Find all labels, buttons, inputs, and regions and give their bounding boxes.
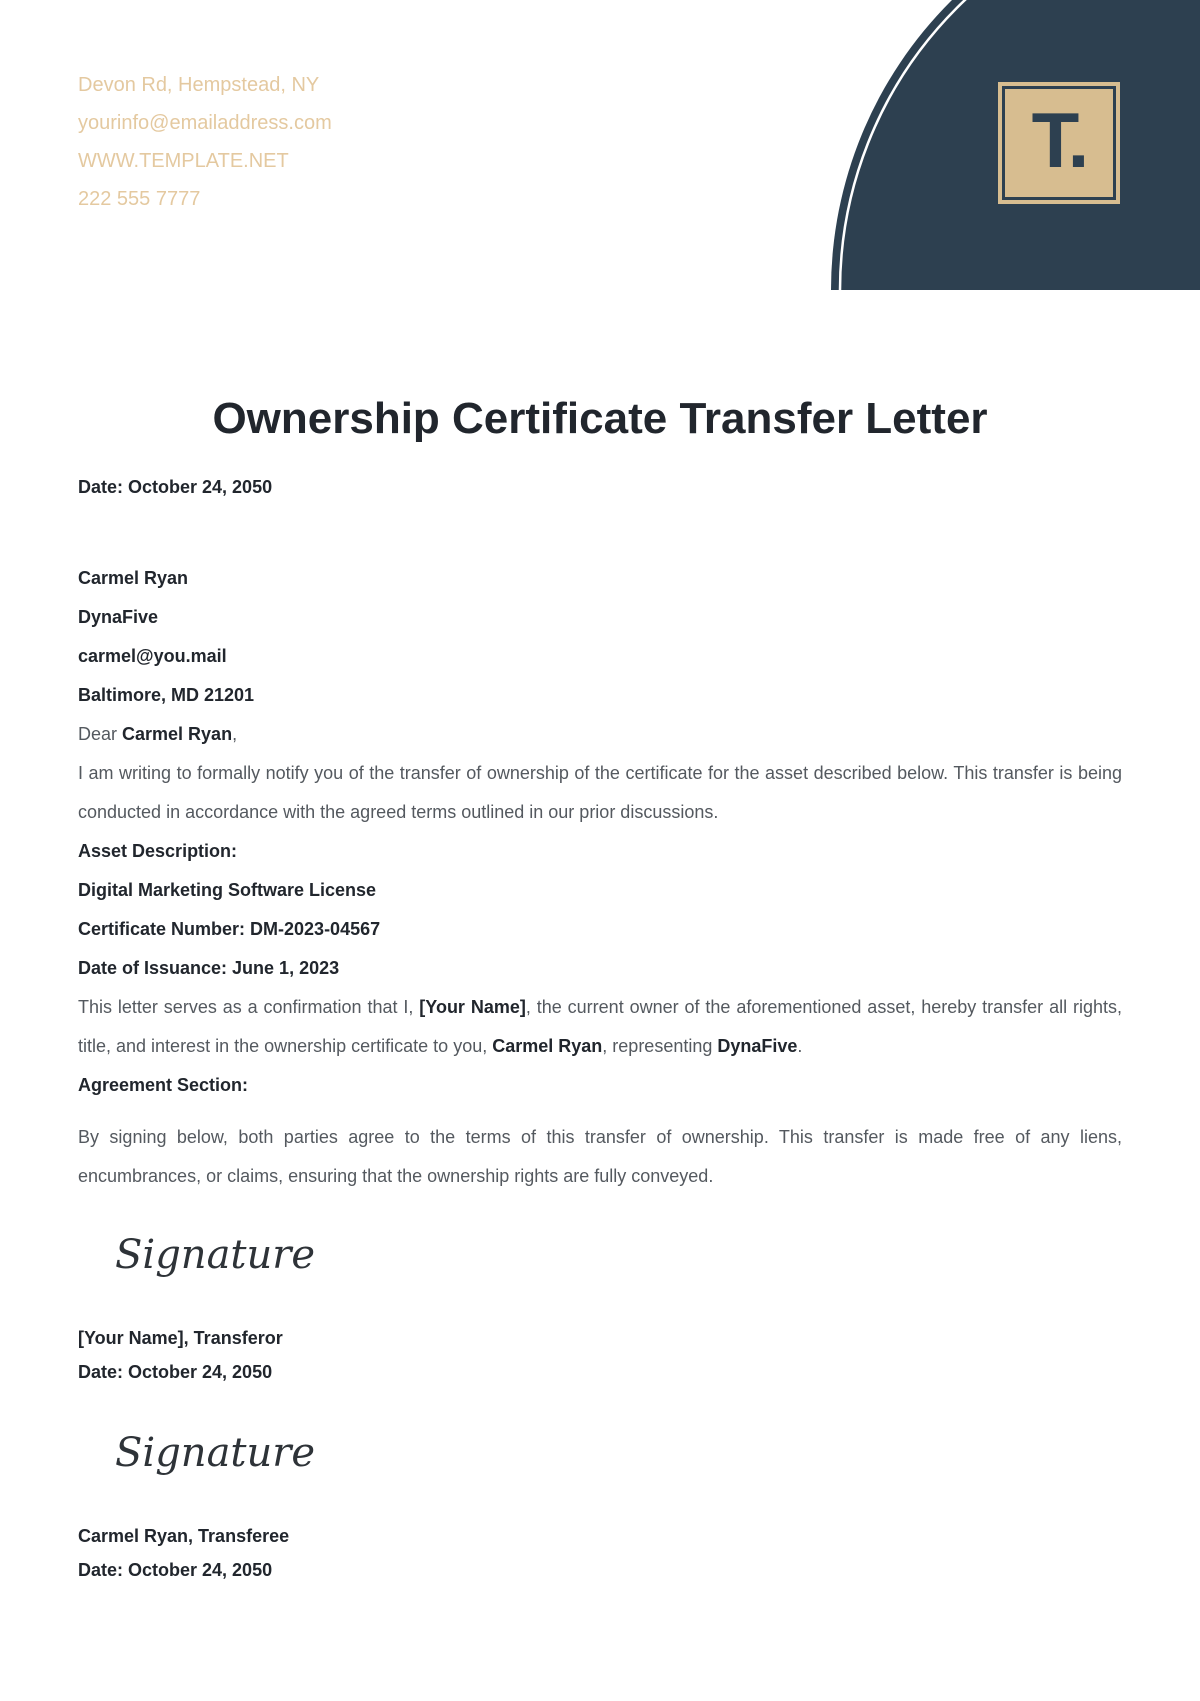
salutation (78, 715, 1122, 754)
transferor-date-line: Date: October 24, 2050 (78, 1362, 273, 1382)
contact-email: yourinfo@emailaddress.com (78, 112, 332, 134)
salutation-name: Carmel Ryan (122, 724, 233, 744)
signature-block-transferee (78, 1425, 1122, 1587)
transferee-name: Carmel Ryan (492, 1036, 603, 1056)
letter-date: Date: October 24, 2050 (78, 477, 273, 497)
transferee-signature-labels (78, 1519, 1122, 1587)
transferee-company: DynaFive (717, 1036, 798, 1056)
salutation-prefix: Dear (78, 724, 123, 744)
signature-block-transferor (78, 1227, 1122, 1389)
contact-info (78, 66, 332, 218)
certificate-number: Certificate Number: DM-2023-04567 (78, 919, 381, 939)
transferee-name-line: Carmel Ryan, Transferee (78, 1526, 290, 1546)
confirmation-text: . (797, 1036, 803, 1056)
contact-address: Devon Rd, Hempstead, NY (78, 74, 320, 96)
transferor-name-line: [Your Name], Transferor (78, 1328, 283, 1348)
recipient-name: Carmel Ryan (78, 568, 189, 588)
transferee-signature-script: Signature (115, 1430, 316, 1476)
letterhead (0, 0, 1200, 290)
contact-website: WWW.TEMPLATE.NET (78, 150, 289, 172)
brand-logo (998, 82, 1120, 204)
asset-description-heading: Asset Description: (78, 841, 238, 861)
salutation-suffix: , (232, 724, 238, 744)
brand-logo-frame (1002, 86, 1116, 200)
asset-name: Digital Marketing Software License (78, 880, 377, 900)
agreement-heading: Agreement Section: (78, 1075, 249, 1095)
confirmation-text: This letter serves as a confirmation that I, (78, 997, 420, 1017)
recipient-email: carmel@you.mail (78, 646, 227, 666)
brand-logo-letter: T. (1031, 96, 1087, 184)
recipient-city: Baltimore, MD 21201 (78, 685, 255, 705)
recipient-company: DynaFive (78, 607, 159, 627)
transferor-placeholder: [Your Name] (419, 997, 526, 1017)
transferor-signature-script: Signature (115, 1232, 316, 1278)
contact-phone: 222 555 7777 (78, 188, 201, 210)
transferor-signature-labels (78, 1321, 1122, 1389)
issuance-date: Date of Issuance: June 1, 2023 (78, 958, 340, 978)
confirmation-text: , the current owner of the aforementioned asset, hereby transfer all rights, title, and interest in the ownership certificate to you, (78, 997, 1122, 1056)
confirmation-text: , representing (602, 1036, 718, 1056)
intro-paragraph: I am writing to formally notify you of the transfer of ownership of the certificate for the asset described below. This transfer is being conducted in accordance with the agreed terms outlined in our prior discussions. (78, 763, 1122, 822)
transferee-date-line: Date: October 24, 2050 (78, 1560, 273, 1580)
letter-body (0, 395, 1200, 1587)
confirmation-paragraph (78, 988, 1122, 1066)
page-title: Ownership Certificate Transfer Letter (212, 394, 988, 443)
recipient-block (78, 559, 1122, 715)
agreement-paragraph: By signing below, both parties agree to the terms of this transfer of ownership. This transfer is made free of any liens, encumbrances, or claims, ensuring that the ownership rights are fully conveyed. (78, 1127, 1122, 1186)
